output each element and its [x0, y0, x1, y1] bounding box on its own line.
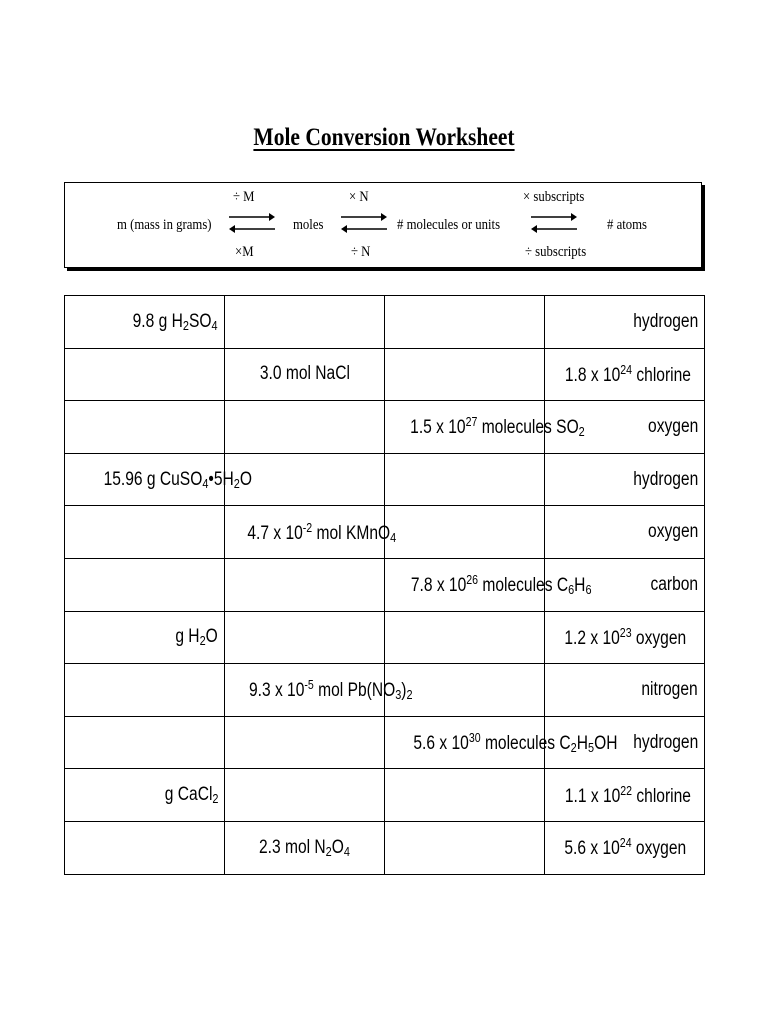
- molecules-cell[interactable]: [385, 769, 545, 822]
- text-run: oxygen: [647, 521, 698, 543]
- table-row: [65, 611, 705, 664]
- subscript: 2: [570, 740, 577, 756]
- mass-cell: [65, 769, 225, 822]
- text-run: chlorine: [632, 785, 691, 807]
- cell-text: [413, 730, 617, 755]
- cell-text: [565, 783, 691, 808]
- text-run: 1.2 x 10: [564, 627, 620, 649]
- molecules-cell[interactable]: [385, 506, 545, 559]
- text-run: hydrogen: [633, 310, 698, 332]
- text-run: 2.3 mol N: [259, 836, 326, 858]
- atoms-cell: [545, 348, 705, 401]
- table-row: [65, 348, 705, 401]
- arrow-left-icon: [341, 225, 387, 233]
- conversion-legend: [64, 182, 702, 268]
- text-run: nitrogen: [641, 678, 698, 700]
- cell-text: [648, 521, 698, 543]
- subscript: 6: [585, 582, 592, 598]
- cell-text: [164, 784, 218, 806]
- mass-cell[interactable]: [65, 664, 225, 717]
- text-run: OH: [594, 733, 618, 755]
- superscript: 30: [468, 730, 481, 746]
- cell-text: [176, 626, 218, 648]
- table-row: [65, 716, 705, 769]
- arrow-right-icon: [229, 213, 275, 221]
- legend-atoms: # atoms: [607, 217, 648, 233]
- cell-text: [633, 311, 698, 333]
- cell-text: [633, 469, 698, 491]
- subscript: 4: [343, 843, 350, 859]
- text-run: 9.3 x 10: [248, 680, 305, 702]
- mass-cell: [65, 611, 225, 664]
- text-run: O: [331, 836, 344, 858]
- text-run: 3.0 mol NaCl: [259, 363, 350, 385]
- text-run: 1.8 x 10: [564, 364, 621, 386]
- subscript: 2: [578, 424, 585, 440]
- mass-cell[interactable]: [65, 716, 225, 769]
- text-run: ): [401, 680, 407, 702]
- text-run: 4.7 x 10: [247, 522, 303, 544]
- text-run: O: [239, 468, 252, 490]
- table-row: [65, 769, 705, 822]
- text-run: O: [205, 626, 218, 648]
- text-run: hydrogen: [633, 468, 698, 490]
- atoms-cell: [545, 611, 705, 664]
- table-row: [65, 453, 705, 506]
- cell-text: [565, 362, 691, 387]
- subscript: 6: [568, 582, 575, 598]
- legend-molecules: # molecules or units: [397, 217, 501, 233]
- text-run: g H: [175, 626, 200, 648]
- conversion-table-body: [65, 296, 705, 875]
- subscript: 4: [202, 475, 209, 491]
- cell-text: [249, 677, 413, 702]
- text-run: g CaCl: [164, 784, 212, 806]
- text-run: mol KMnO: [312, 522, 391, 544]
- cell-text: [133, 311, 218, 333]
- molecules-cell[interactable]: [385, 348, 545, 401]
- superscript: 27: [465, 414, 478, 430]
- moles-cell[interactable]: [225, 401, 385, 454]
- subscript: 2: [183, 317, 190, 333]
- mass-cell[interactable]: [65, 348, 225, 401]
- mass-cell[interactable]: [65, 558, 225, 611]
- mass-cell[interactable]: [65, 821, 225, 874]
- subscript: 4: [211, 317, 218, 333]
- legend-divide-subscripts: ÷ subscripts: [525, 244, 587, 260]
- subscript: 3: [395, 687, 402, 703]
- superscript: 22: [620, 782, 633, 798]
- moles-cell[interactable]: [225, 611, 385, 664]
- table-row: [65, 558, 705, 611]
- legend-times-m: ×M: [235, 244, 254, 260]
- moles-cell: [225, 348, 385, 401]
- molecules-cell: [385, 558, 592, 611]
- mass-cell[interactable]: [65, 506, 225, 559]
- molecules-cell: [385, 401, 585, 454]
- mass-cell: [65, 296, 225, 349]
- legend-mass: m (mass in grams): [117, 217, 212, 233]
- table-row: [65, 506, 705, 559]
- text-run: oxygen: [631, 838, 687, 860]
- text-run: chlorine: [632, 364, 691, 386]
- moles-cell[interactable]: [225, 769, 385, 822]
- superscript: 24: [620, 361, 633, 377]
- worksheet-title: [54, 124, 714, 152]
- atoms-cell: [545, 296, 705, 349]
- legend-times-n: × N: [349, 189, 369, 205]
- cell-text: [642, 679, 698, 701]
- superscript: 24: [619, 835, 632, 851]
- legend-moles: moles: [293, 217, 324, 233]
- cell-text: [259, 363, 349, 385]
- molecules-cell[interactable]: [385, 611, 545, 664]
- superscript: 26: [466, 572, 479, 588]
- moles-cell: [225, 821, 385, 874]
- cell-text: [247, 520, 396, 545]
- text-run: molecules SO: [477, 417, 579, 439]
- text-run: 5.6 x 10: [413, 733, 469, 755]
- legend-times-subscripts: × subscripts: [523, 189, 585, 205]
- moles-cell[interactable]: [225, 716, 385, 769]
- text-run: 9.8 g H: [133, 310, 184, 332]
- subscript: 2: [406, 687, 413, 703]
- molecules-cell: [385, 716, 618, 769]
- text-run: 15.96 g CuSO: [103, 468, 203, 490]
- moles-cell: [225, 506, 397, 559]
- cell-text: [633, 732, 698, 754]
- cell-text: [411, 572, 592, 597]
- text-run: oxygen: [647, 415, 698, 437]
- text-run: 7.8 x 10: [410, 575, 467, 597]
- legend-divide-n: ÷ N: [351, 244, 371, 260]
- moles-cell[interactable]: [225, 558, 385, 611]
- subscript: 2: [233, 475, 240, 491]
- table-row: [65, 401, 705, 454]
- superscript: 23: [619, 624, 632, 640]
- subscript: 5: [588, 740, 595, 756]
- arrow-left-icon: [229, 225, 275, 233]
- arrow-left-icon: [531, 225, 577, 233]
- text-run: hydrogen: [633, 731, 698, 753]
- atoms-cell: [545, 506, 705, 559]
- table-row: [65, 821, 705, 874]
- worksheet-title-text: Mole Conversion Worksheet: [253, 124, 515, 151]
- text-run: molecules C: [480, 733, 571, 755]
- superscript: -5: [304, 677, 314, 693]
- atoms-cell: [545, 769, 705, 822]
- table-row: [65, 296, 705, 349]
- text-run: mol Pb(NO: [313, 680, 396, 702]
- text-run: oxygen: [631, 627, 687, 649]
- cell-text: [259, 837, 350, 859]
- mass-cell: [65, 453, 252, 506]
- cell-text: [648, 416, 698, 438]
- text-run: •5H: [208, 468, 234, 490]
- cell-text: [564, 625, 686, 650]
- atoms-cell: [545, 453, 705, 506]
- text-run: SO: [189, 310, 212, 332]
- atoms-cell: [545, 821, 705, 874]
- subscript: 2: [325, 843, 332, 859]
- table-row: [65, 664, 705, 717]
- subscript: 4: [390, 529, 397, 545]
- text-run: H: [574, 575, 586, 597]
- mass-cell[interactable]: [65, 401, 225, 454]
- text-run: H: [576, 733, 589, 755]
- cell-text: [104, 469, 252, 491]
- arrow-right-icon: [531, 213, 577, 221]
- text-run: 5.6 x 10: [564, 838, 620, 860]
- arrow-right-icon: [341, 213, 387, 221]
- moles-cell: [225, 664, 413, 717]
- text-run: 1.5 x 10: [410, 417, 466, 439]
- text-run: molecules C: [478, 575, 569, 597]
- text-run: 1.1 x 10: [564, 785, 621, 807]
- molecules-cell[interactable]: [385, 821, 545, 874]
- molecules-cell[interactable]: [385, 296, 545, 349]
- conversion-table: [64, 295, 705, 875]
- legend-divide-m: ÷ M: [233, 189, 255, 205]
- cell-text: [564, 835, 686, 860]
- subscript: 2: [199, 633, 206, 649]
- cell-text: [410, 414, 585, 439]
- text-run: carbon: [650, 573, 698, 595]
- superscript: -2: [302, 519, 313, 535]
- molecules-cell[interactable]: [385, 453, 545, 506]
- cell-text: [650, 574, 698, 596]
- moles-cell[interactable]: [225, 296, 385, 349]
- atoms-cell: [545, 664, 705, 717]
- subscript: 2: [211, 791, 218, 807]
